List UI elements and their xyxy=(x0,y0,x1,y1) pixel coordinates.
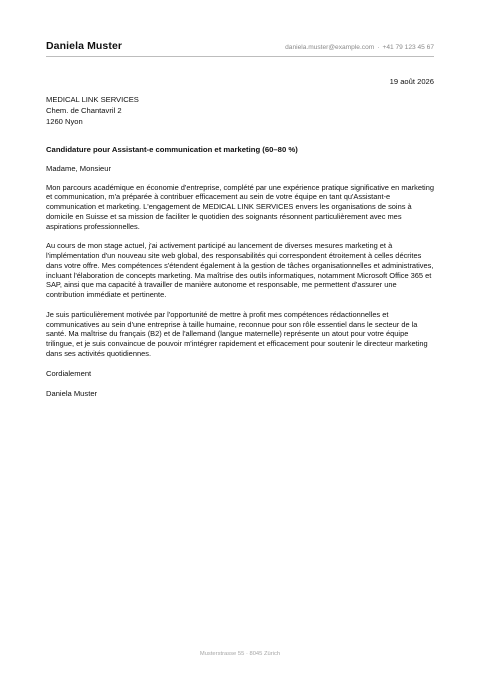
letter-header xyxy=(46,40,434,57)
letter-salutation: Madame, Monsieur xyxy=(46,163,111,173)
body-paragraph-2: Au cours de mon stage actuel, j'ai activement participé au lancement de diverses mesures marketing et à l'implémentation d'un nouveau site web global, des responsabilités qui correspondent étroitement à celles décrites dans votre offre. Mes compétences s'étendent également à la gestion de tâches organisationnelles et administratives, incluant l'élaboration de concepts marketing. Ma maîtrise des outils informatiques, notamment Microsoft Office 365 et SAP, ainsi que ma capacité à travailler de manière autonome et responsable, me permettent d'assurer une contribution immédiate et pertinente. xyxy=(46,241,434,300)
contact-separator: · xyxy=(377,44,380,51)
sender-name: Daniela Muster xyxy=(46,40,123,52)
letter-signature: Daniela Muster xyxy=(46,388,98,398)
letter-page xyxy=(46,40,434,398)
body-paragraph-1: Mon parcours académique en économie d'entreprise, complété par une expérience pratique significative en marketing et communication, m'a préparée à contribuer efficacement au sein de votre équipe en tant qu'Assistant-e communication et marketing. L'engagement de MEDICAL LINK SERVICES envers les organisations de soins à domicile en Suisse et sa mission de faciliter le quotidien des soignants résonnent particulièrement avec mes aspirations professionnelles. xyxy=(46,182,434,231)
letter-date: 19 août 2026 xyxy=(389,77,434,86)
sender-phone: +41 79 123 45 67 xyxy=(382,44,434,51)
sender-email: daniela.muster@example.com xyxy=(285,44,375,51)
letter-closing: Cordialement xyxy=(46,368,92,378)
footer-address: Musterstrasse 55 · 8045 Zürich xyxy=(199,651,281,657)
recipient-company: MEDICAL LINK SERVICES xyxy=(46,95,139,104)
body-paragraph-3: Je suis particulièrement motivée par l'opportunité de mettre à profit mes compétences rédactionnelles et communicatives au sein d'une entreprise à taille humaine, reconnue pour son rôle essentiel dans le secteur de la santé. Ma maîtrise du français (B2) et de l'allemand (langue maternelle) représente un atout pour votre équipe trilingue, et je suis convaincue de pouvoir m'intégrer rapidement et efficacement pour soutenir le directeur marketing dans ses activités quotidiennes. xyxy=(46,309,428,358)
recipient-street: Chem. de Chantavril 2 xyxy=(46,106,122,116)
sender-contact xyxy=(285,44,434,51)
recipient-address xyxy=(46,94,434,128)
letter-subject: Candidature pour Assistant-e communication et marketing (60–80 %) xyxy=(46,144,298,154)
recipient-city: 1260 Nyon xyxy=(46,117,83,127)
